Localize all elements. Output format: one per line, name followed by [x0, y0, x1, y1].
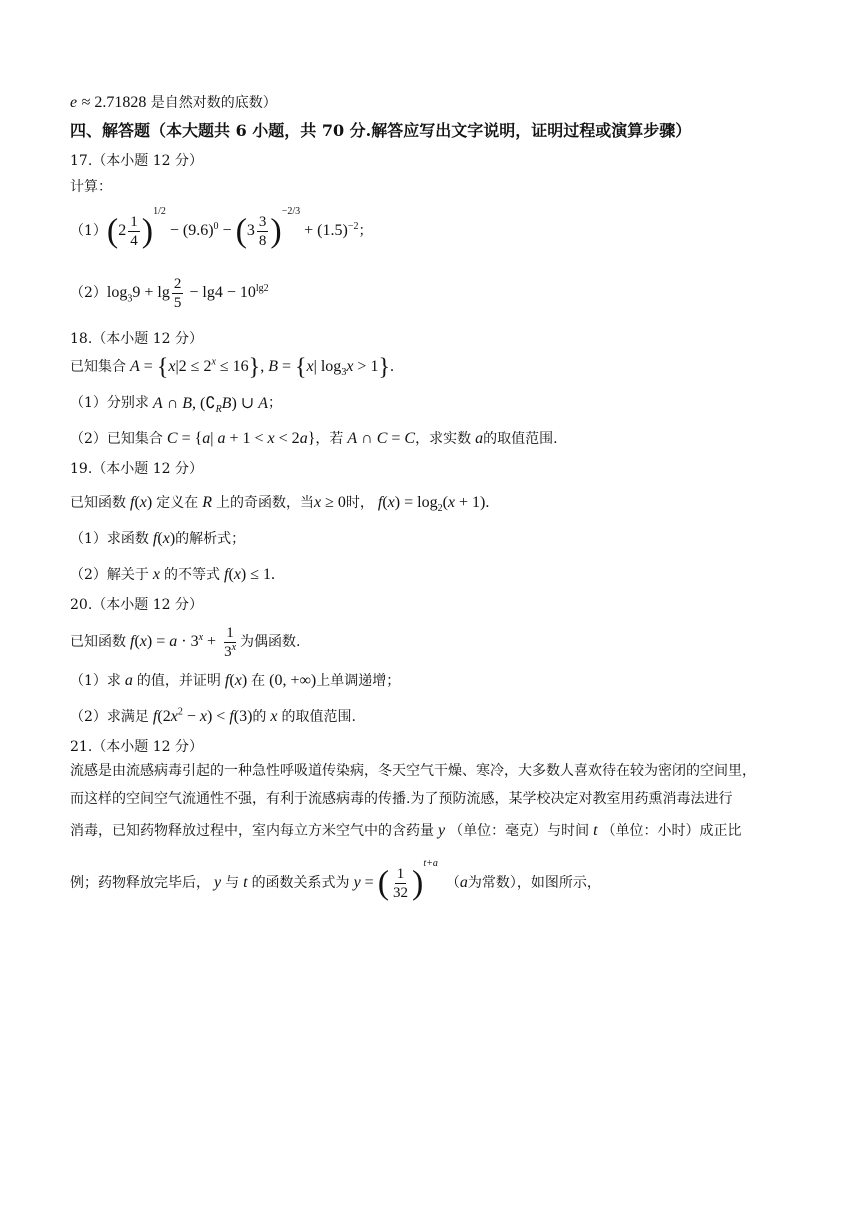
question-21-head: 21.（本小题 12 分） [70, 739, 203, 755]
question-17-part-2: （2） $\log_39 + \lg$ $\frac{2}{5}$ − $\lg 4 - 10^{lg2}$ [70, 275, 269, 311]
question-19-head: 19.（本小题 12 分） [70, 461, 203, 477]
q17-expression-2: $\log_39 + \lg$ $\frac{2}{5}$ − $\lg 4 - 10^{lg2}$ [106, 275, 269, 311]
question-17-head: 17.（本小题 12 分） [70, 153, 203, 169]
question-19-part-1: （1）求函数 f(x) 的解析式； [70, 530, 246, 547]
e-value: 2.71828 [94, 94, 147, 111]
intro-line: e ≈ 2.71828 是自然对数的底数） [70, 94, 277, 111]
q21-function: y = ( $\frac{1}{32}$ )$^{t+a}$ [353, 858, 438, 901]
question-18-prompt: 已知集合 $A = \{x|2 \le 2^x \le 16\}$, B = {x| $\log_3x > 1$}. [70, 354, 394, 381]
question-17-prompt: 计算： [70, 179, 112, 195]
question-20-head: 20.（本小题 12 分） [70, 597, 203, 613]
document-page [70, 92, 800, 912]
question-21-paragraph: 流感是由流感病毒引起的一种急性呼吸道传染病，冬天空气干燥、寒冷，大多数人喜欢待在较为密闭的空间里， 而这样的空间空气流通性不强，有利于流感病毒的传播.为了预防流感，某学校决定对教室用药熏消毒法进行 消毒，已知药物释放过程中，室内每立方米空气中的含药量 y （单位：毫克）与时间 t （单位：小时）成正比 例；药物释放完毕后， y 与 t 的函数关系式为 y = ( $\frac{1}{32}$ )$^{t+a}$ （ a 为常数），如图所示， [70, 763, 756, 901]
q17-expression-1: (2 $\frac{1}{4}$ )$^{1/2} - (9.6)^0 - (3$ $\frac{3}{8}$ )$^{-2/3} + (1.5)^{-2}$ [106, 206, 359, 249]
q18-sets: $A = \{x|2 \le 2^x \le 16\}$, B = {x| $\log_3x > 1$}. [130, 354, 394, 381]
question-19-part-2: （2）解关于 x 的不等式 f(x) ≤ 1. [70, 566, 276, 583]
question-17-part-1: （1） (2 $\frac{1}{4}$ )$^{1/2} - (9.6)^0 - (3$ $\frac{3}{8}$ )$^{-2/3} + (1.5)^{-2}$ ； [70, 206, 373, 249]
intro-tail: 是自然对数的底数） [150, 95, 277, 111]
question-20-part-1: （1）求 a 的值，并证明 f(x) 在 (0, +∞) 上单调递增； [70, 672, 401, 689]
question-20-part-2: （2）求满足 $f(2x^2 - x) < f(3)$ 的 x 的取值范围. [70, 706, 356, 725]
question-18-head: 18.（本小题 12 分） [70, 331, 203, 347]
question-20-prompt: 已知函数 $f(x) = a \cdot 3^x$ + $\frac{1}{3^x}$ 为偶函数. [70, 624, 301, 660]
question-18-part-2: （2）已知集合 C = {a| a + 1 < x < 2a} ，若 A ∩ C = C ，求实数 a 的取值范围. [70, 430, 558, 447]
section-title: 四、解答题（本大题共 6 小题，共 70 分.解答应写出文字说明，证明过程或演算步骤） [70, 121, 692, 140]
question-19-prompt: 已知函数 f(x) 定义在 R 上的奇函数，当 x ≥ 0 时， $f(x) = \log_2(x + 1)$. [70, 494, 490, 515]
question-18-part-1: （1）分别求 A ∩ B, $(∁_RB)$ ∪ A ； [70, 395, 282, 416]
